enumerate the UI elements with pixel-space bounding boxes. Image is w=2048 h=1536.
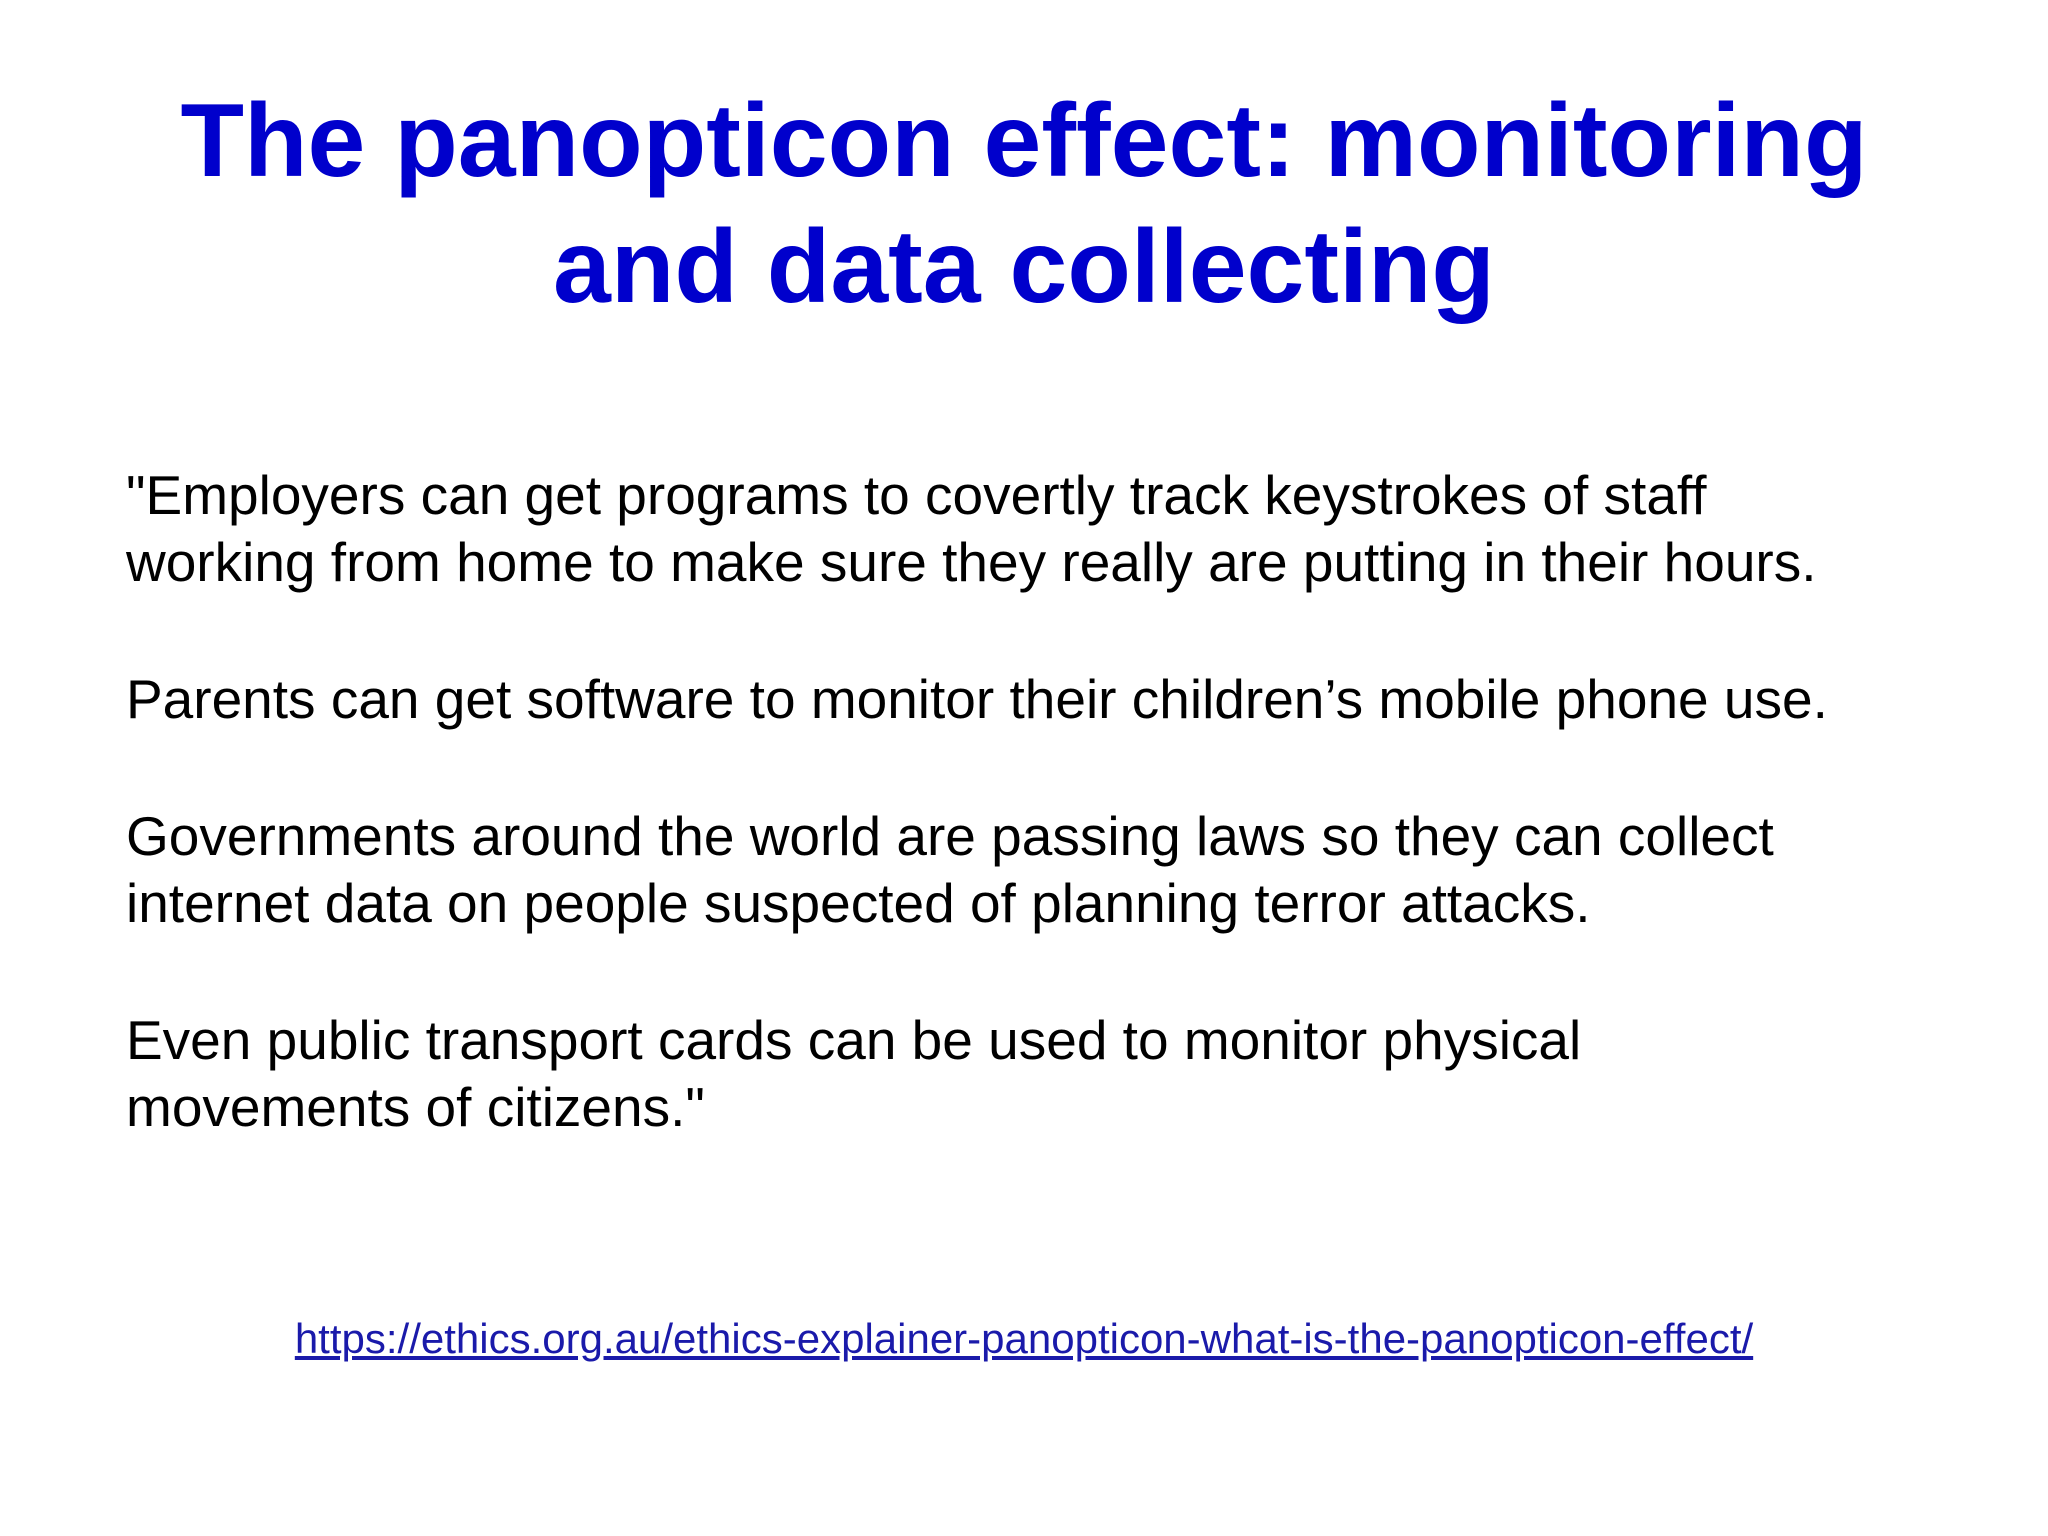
slide-body [126, 462, 1986, 1211]
paragraph-governments [126, 803, 1986, 937]
paragraph-line: Parents can get software to monitor their children’s mobile phone use. [126, 668, 1828, 730]
source-link-container [0, 1312, 2048, 1366]
slide-title [0, 78, 2048, 330]
paragraph-line: Governments around the world are passing laws so they can collect [126, 805, 1774, 867]
paragraph-parents [126, 666, 1986, 733]
paragraph-line: internet data on people suspected of planning terror attacks. [126, 872, 1591, 934]
slide-title-line: The panopticon effect: monitoring [180, 83, 1868, 199]
paragraph-line: Even public transport cards can be used to monitor physical [126, 1009, 1582, 1071]
paragraph-line: movements of citizens." [126, 1076, 705, 1138]
paragraph-line: working from home to make sure they really are putting in their hours. [126, 531, 1817, 593]
paragraph-employers [126, 462, 1986, 596]
paragraph-transport [126, 1007, 1986, 1141]
slide-title-line: and data collecting [553, 209, 1495, 325]
paragraph-line: "Employers can get programs to covertly track keystrokes of staff [126, 464, 1707, 526]
source-link[interactable]: https://ethics.org.au/ethics-explainer-panopticon-what-is-the-panopticon-effect/ [294, 1315, 1754, 1362]
